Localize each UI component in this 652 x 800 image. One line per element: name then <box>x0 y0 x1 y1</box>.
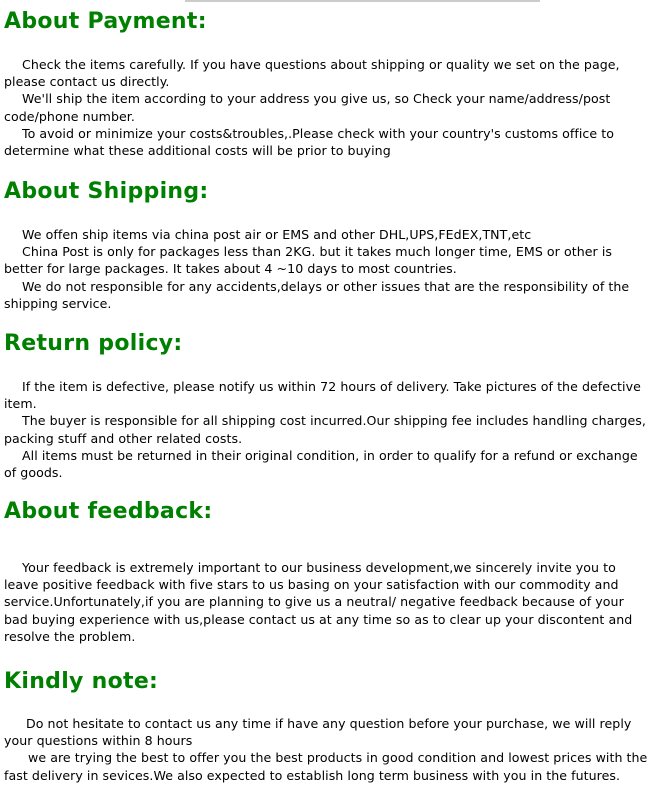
section-heading-shipping: About Shipping: <box>4 179 209 204</box>
payment-paragraph-1: Check the items carefully. If you have questions about shipping or quality we set on the page, please contact us directly. <box>4 57 620 90</box>
section-body-note <box>4 715 648 784</box>
section-heading-return: Return policy: <box>4 331 183 356</box>
feedback-paragraph-1: Your feedback is extremely important to our business development,we sincerely invite you to leave positive feedback with five stars to us basing on your satisfaction with our commodity and service.Unfortunately,if you are planning to give us a neutral/ negative feedback because of your bad buying experience with us,please contact us at any time so as to clear up your discontent and resolve the problem. <box>4 560 633 644</box>
section-return-policy <box>4 331 648 481</box>
section-kindly-note <box>4 669 648 784</box>
section-body-return <box>4 378 648 481</box>
top-divider <box>185 0 540 2</box>
section-body-payment <box>4 56 648 159</box>
note-paragraph-1: Do not hesitate to contact us any time if have any question before your purchase, we will reply your questions within 8 hours <box>4 716 632 749</box>
shipping-paragraph-1: We offen ship items via china post air or EMS and other DHL,UPS,FEdEX,TNT,etc <box>22 227 532 242</box>
note-paragraph-2: we are trying the best to offer you the best products in good condition and lowest prices with the fast delivery in sevices.We also expected to establish long term business with you in the futures. <box>4 750 648 783</box>
payment-paragraph-2: We'll ship the item according to your address you give us, so Check your name/address/post code/phone number. <box>4 91 611 124</box>
payment-paragraph-3: To avoid or minimize your costs&troubles,.Please check with your country's customs office to determine what these additional costs will be prior to buying <box>4 125 614 159</box>
section-heading-note: Kindly note: <box>4 669 159 694</box>
return-paragraph-2: The buyer is responsible for all shipping cost incurred.Our shipping fee includes handling charges, packing stuff and other related costs. <box>4 413 646 446</box>
section-heading-feedback: About feedback: <box>4 499 213 524</box>
section-heading-payment: About Payment: <box>4 9 207 34</box>
section-body-shipping <box>4 226 648 312</box>
section-body-feedback <box>4 559 648 645</box>
return-paragraph-3: All items must be returned in their original condition, in order to qualify for a refund or exchange of goods. <box>4 447 638 481</box>
shipping-paragraph-3: We do not responsible for any accidents,delays or other issues that are the responsibility of the shipping service. <box>4 278 630 311</box>
section-about-shipping <box>4 179 648 312</box>
section-about-payment <box>4 9 648 159</box>
shipping-paragraph-2: China Post is only for packages less than 2KG. but it takes much longer time, EMS or other is better for large packages. It takes about 4 ~10 days to most countries. <box>4 244 612 277</box>
section-about-feedback <box>4 499 648 645</box>
return-paragraph-1: If the item is defective, please notify us within 72 hours of delivery. Take pictures of the defective item. <box>4 379 641 412</box>
